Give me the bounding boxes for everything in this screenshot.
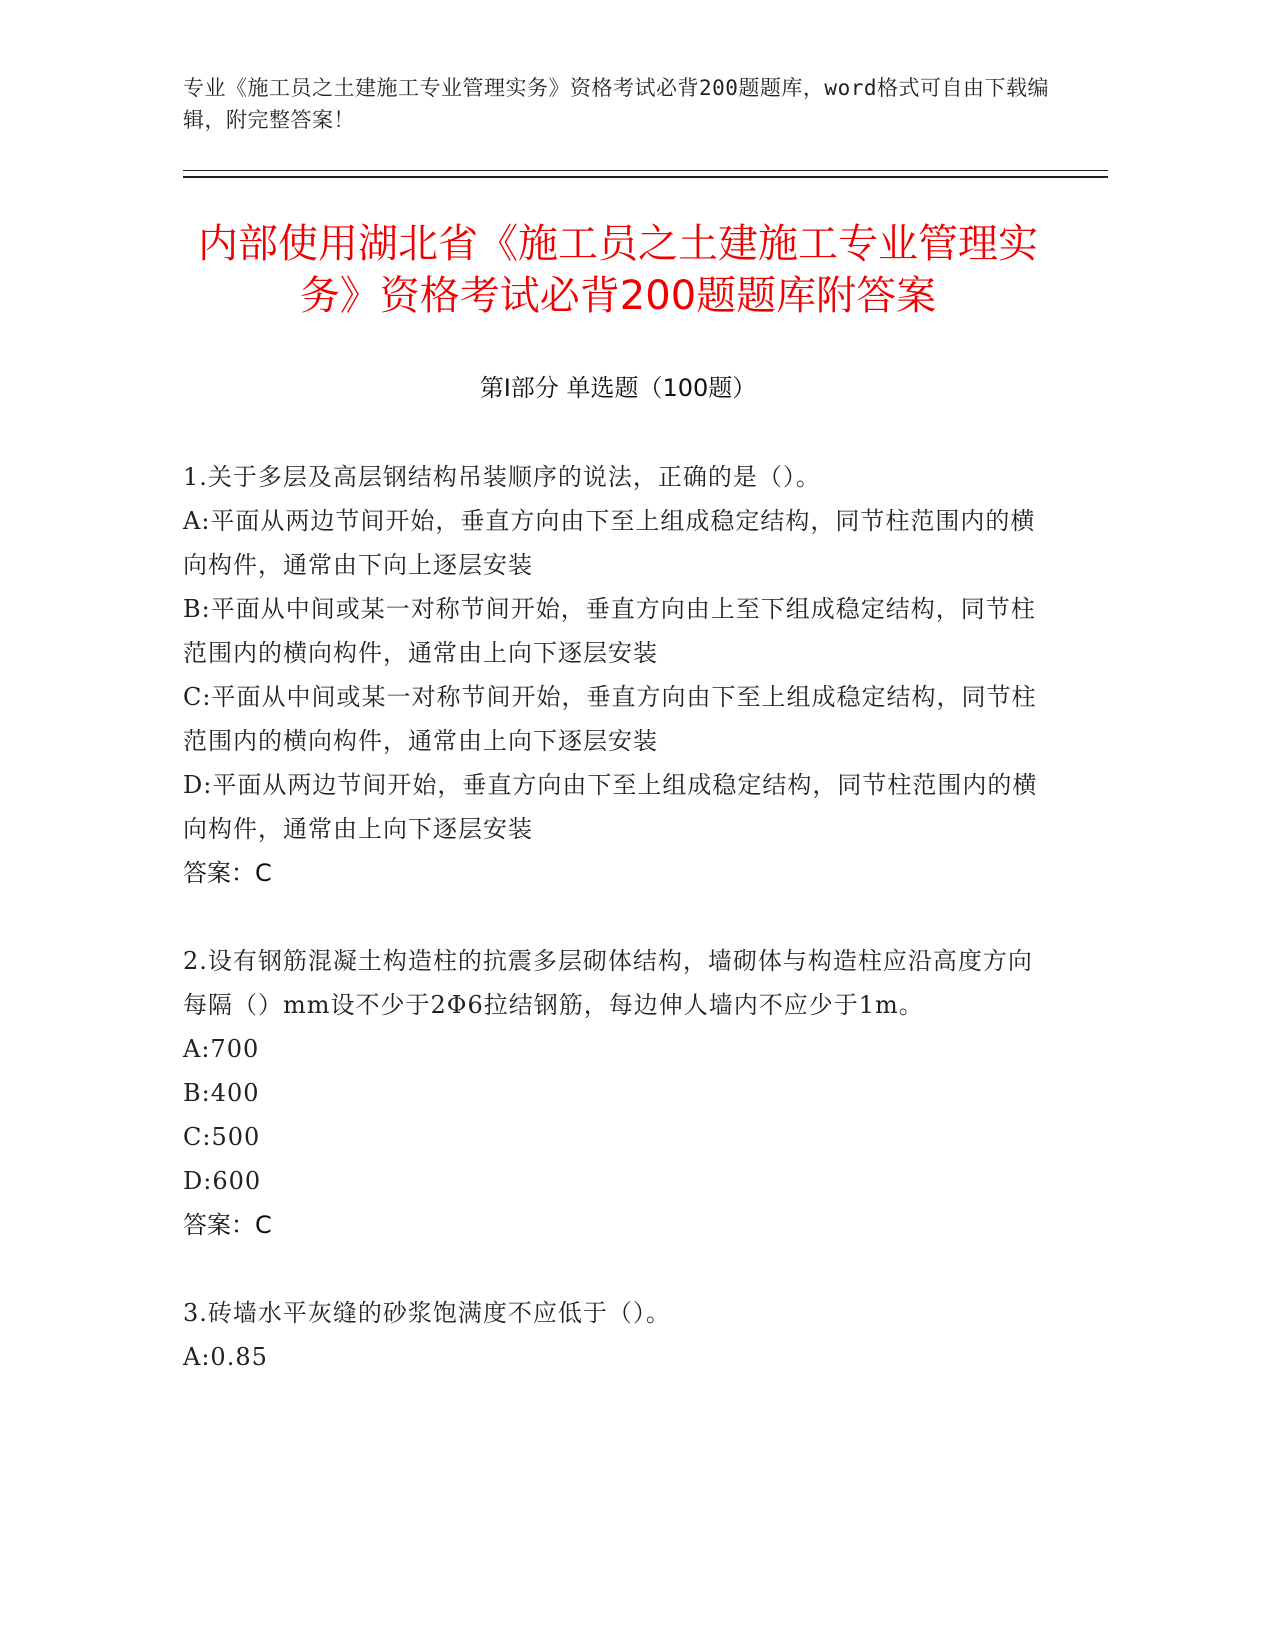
option-a: A:700 (183, 1035, 260, 1063)
answer: 答案：C (183, 859, 272, 887)
section-title: 第Ⅰ部分 单选题（100题） (479, 374, 757, 402)
header-divider-thin (183, 170, 1108, 171)
question-1 (183, 455, 1043, 895)
question-3 (183, 1291, 1043, 1379)
question-stem: 1.关于多层及高层钢结构吊装顺序的说法，正确的是（）。 (183, 463, 821, 491)
question-spacer (183, 1247, 1043, 1291)
question-spacer (183, 895, 1043, 939)
option-b: B:平面从中间或某一对称节间开始，垂直方向由上至下组成稳定结构，同节柱范围内的横向构件，通常由上向下逐层安装 (183, 595, 1036, 667)
question-stem: 2.设有钢筋混凝土构造柱的抗震多层砌体结构，墙砌体与构造柱应沿高度方向每隔（）mm设不少于2Φ6拉结钢筋，每边伸人墙内不应少于1m。 (183, 947, 1033, 1019)
header-divider-thick (183, 176, 1108, 178)
answer: 答案：C (183, 1211, 272, 1239)
option-a: A:平面从两边节间开始，垂直方向由下至上组成稳定结构，同节柱范围内的横向构件，通常由下向上逐层安装 (183, 507, 1036, 579)
document-title: 内部使用湖北省《施工员之土建施工专业管理实务》资格考试必背200题题库附答案 (198, 221, 1038, 319)
option-c: C:平面从中间或某一对称节间开始，垂直方向由下至上组成稳定结构，同节柱范围内的横向构件，通常由上向下逐层安装 (183, 683, 1037, 755)
option-d: D:600 (183, 1167, 262, 1195)
question-stem: 3.砖墙水平灰缝的砂浆饱满度不应低于（）。 (183, 1299, 671, 1327)
question-list (183, 455, 1043, 1379)
question-2 (183, 939, 1043, 1247)
option-d: D:平面从两边节间开始，垂直方向由下至上组成稳定结构，同节柱范围内的横向构件，通常由上向下逐层安装 (183, 771, 1038, 843)
option-a: A:0.85 (183, 1343, 268, 1371)
option-c: C:500 (183, 1123, 261, 1151)
header-note: 专业《施工员之土建施工专业管理实务》资格考试必背200题题库，word格式可自由下载编辑，附完整答案！ (183, 76, 1049, 132)
option-b: B:400 (183, 1079, 260, 1107)
